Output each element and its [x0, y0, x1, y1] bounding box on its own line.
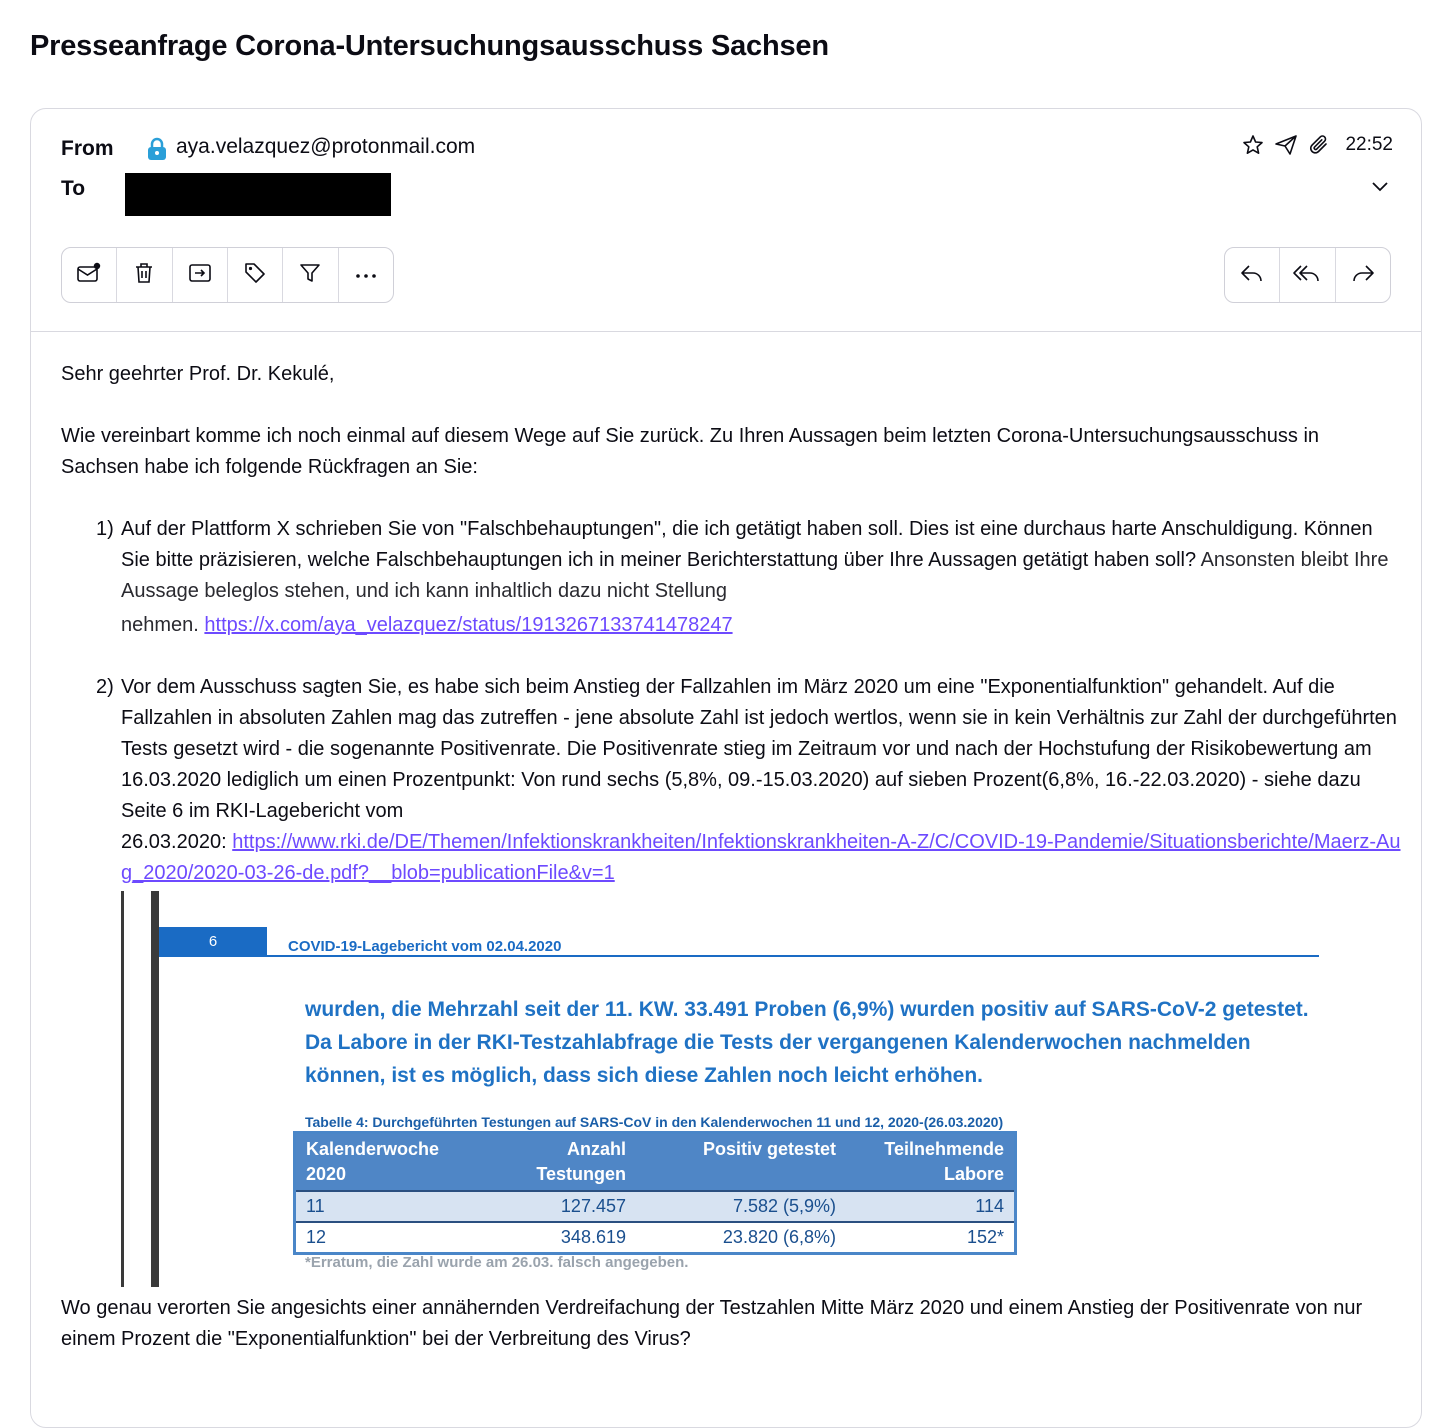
table-header-row: [295, 1133, 1016, 1192]
star-icon[interactable]: [1241, 133, 1265, 157]
reply-all-icon: [1292, 262, 1322, 289]
question-2-text: Vor dem Ausschuss sagten Sie, es habe sich beim Anstieg der Fallzahlen im März 2020 um eine "Exponentialfunktion" gehandelt. Auf die Fallzahlen in absoluten Zahlen mag das zutreffen - jene absolute Zahl ist jedoch wertlos, wenn sie in kein Verhältnis zur Zahl der durchgeführten Tests gesetzt wird - die sogenannte Positivenrate. Die Positivenrate stieg im Zeitraum vor und nach der Hochstufung der Risikobewertung am 16.03.2020 lediglich um einen Prozentpunkt: Von rund sechs (5,8%, 09.-15.03.2020) auf sieben Prozent(6,8%, 16.-22.03.2020) - siehe dazu Seite 6 im RKI-Lagebericht vom: [121, 676, 1397, 822]
question-2-number: 2): [96, 676, 114, 698]
cell-kw: 11: [295, 1191, 507, 1222]
message-body: [61, 359, 1401, 1355]
lock-icon: [147, 137, 167, 161]
forward-button[interactable]: [1336, 248, 1390, 302]
rki-text: wurden, die Mehrzahl seit der 11. KW. 33.491 Proben (6,9%) wurden positiv auf SARS-CoV-2 getestet. Da Labore in der RKI-Testzahlabfrage die Tests der vergangenen Kalenderwochen nachmelden können, ist es möglich, dass sich diese Zahlen noch leicht erhöhen.: [305, 998, 1309, 1087]
reply-button[interactable]: [1225, 248, 1280, 302]
cell-labs: 114: [846, 1191, 1016, 1222]
question-1-text-3: nehmen.: [121, 614, 199, 636]
cell-kw: 12: [295, 1222, 507, 1254]
trash-icon: [133, 261, 155, 290]
header-anzahl: Anzahl Testungen: [506, 1133, 636, 1192]
intro-paragraph: Wie vereinbart komme ich noch einmal auf diesem Wege auf Sie zurück. Zu Ihren Aussagen beim letzten Corona-Untersuchungsausschuss in Sachsen habe ich folgende Rückfragen an Sie:: [61, 425, 1320, 478]
label-button[interactable]: [228, 248, 283, 302]
filter-button[interactable]: [283, 248, 338, 302]
cell-positive: 7.582 (5,9%): [636, 1191, 846, 1222]
question-2-date: 26.03.2020:: [121, 831, 227, 853]
rki-test-table: [293, 1131, 1017, 1255]
chevron-down-icon[interactable]: [1371, 179, 1389, 197]
question-1: [61, 514, 1401, 641]
message-time: 22:52: [1345, 134, 1393, 155]
more-button[interactable]: [339, 248, 393, 302]
from-label: From: [61, 137, 114, 160]
rki-table-caption: Tabelle 4: Durchgeführten Testungen auf SARS-CoV in den Kalenderwochen 11 und 12, 2020-(26.03.2020): [305, 1114, 1004, 1130]
rki-page-title: COVID-19-Lagebericht vom 02.04.2020: [288, 938, 562, 955]
header-labore: Teilnehmende Labore: [846, 1133, 1016, 1192]
move-button[interactable]: [173, 248, 228, 302]
greeting: Sehr geehrter Prof. Dr. Kekulé,: [61, 363, 335, 385]
reply-toolbar: [1224, 247, 1391, 303]
more-icon: [355, 266, 377, 284]
header-kalenderwoche: Kalenderwoche 2020: [295, 1133, 507, 1192]
paperclip-icon: [1307, 133, 1331, 157]
sender-address[interactable]: aya.velazquez@protonmail.com: [176, 135, 476, 158]
cell-labs: 152*: [846, 1222, 1016, 1254]
reply-all-button[interactable]: [1280, 248, 1335, 302]
message-toolbar: [61, 247, 394, 303]
cell-tests: 127.457: [506, 1191, 636, 1222]
cell-tests: 348.619: [506, 1222, 636, 1254]
redacted-recipient: [125, 173, 391, 216]
rki-page-number: 6: [159, 927, 267, 957]
rki-report-image: [121, 891, 1393, 1287]
question-1-number: 1): [96, 518, 114, 540]
image-border-left: [121, 891, 124, 1287]
header-positiv: Positiv getestet: [636, 1133, 846, 1192]
to-label: To: [61, 177, 86, 200]
closing-paragraph: Wo genau verorten Sie angesichts einer annähernden Verdreifachung der Testzahlen Mitte März 2020 und einem Anstieg der Positivenrate von nur einem Prozent die "Exponentialfunktion" bei der Verbreitung des Virus?: [61, 1297, 1363, 1350]
header-divider: [31, 331, 1421, 332]
question-1-text: Auf der Plattform X schrieben Sie von "Falschbehauptungen", die ich getätigt haben soll. Dies ist eine durchaus harte Anschuldigung. Können Sie bitte präzisieren, welche Falschbehauptungen ich in meiner Berichterstattung über Ihre Aussagen getätigt haben soll?: [121, 518, 1373, 571]
forward-icon: [1350, 262, 1376, 289]
email-subject: Presseanfrage Corona-Untersuchungsausschuss Sachsen: [30, 30, 829, 62]
rki-footnote: *Erratum, die Zahl wurde am 26.03. falsch angegeben.: [305, 1254, 689, 1271]
filter-icon: [298, 261, 322, 290]
image-border-bar: [151, 891, 159, 1287]
question-1-text-2: Ansonsten bleibt Ihre Aussage beleglos stehen, und ich kann inhaltlich dazu nicht Stellung: [121, 549, 1389, 602]
mark-unread-icon: [76, 262, 102, 289]
message-card: [30, 108, 1422, 1428]
mark-unread-button[interactable]: [62, 248, 117, 302]
message-meta: [1241, 133, 1393, 157]
table-row: [295, 1191, 1016, 1222]
label-tag-icon: [243, 261, 267, 290]
question-2: [61, 672, 1401, 889]
reply-icon: [1239, 262, 1265, 289]
paper-plane-icon: [1273, 133, 1299, 157]
move-to-folder-icon: [188, 262, 212, 289]
delete-button[interactable]: [117, 248, 172, 302]
question-2-link[interactable]: https://www.rki.de/DE/Themen/Infektionskrankheiten/Infektionskrankheiten-A-Z/C/COVID-19-Pandemie/Situationsberichte/Maerz-Aug_2020/2020-03-26-de.pdf?__blob=publicationFile&v=1: [121, 831, 1401, 884]
cell-positive: 23.820 (6,8%): [636, 1222, 846, 1254]
question-1-link[interactable]: https://x.com/aya_velazquez/status/1913267133741478247: [204, 614, 733, 636]
